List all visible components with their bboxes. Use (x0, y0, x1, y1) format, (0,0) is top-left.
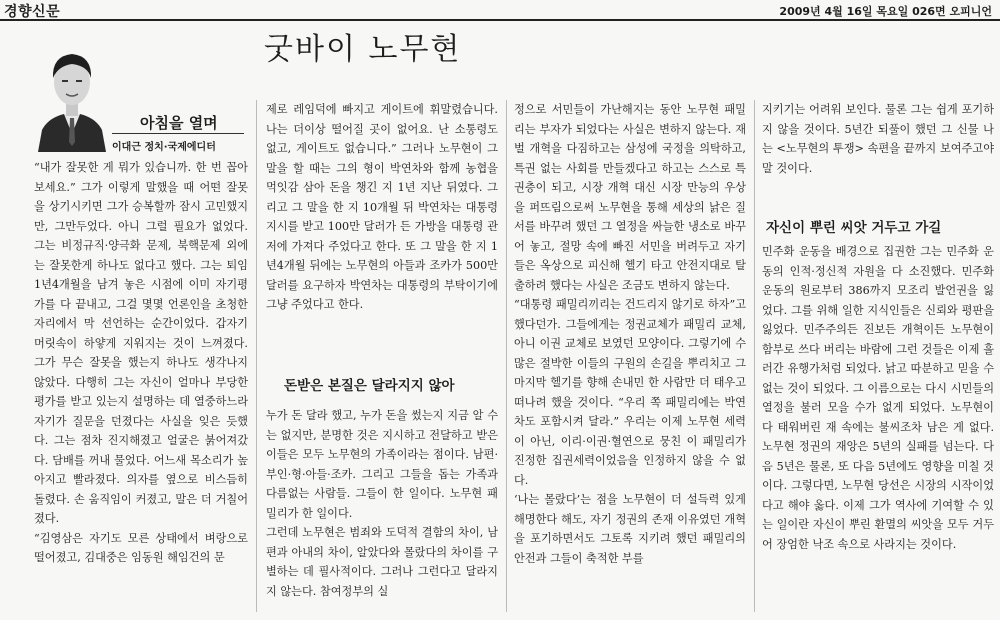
column-divider (256, 100, 257, 612)
column-divider (506, 100, 507, 612)
paragraph: 지키기는 어려워 보인다. 물론 그는 쉽게 포기하지 않을 것이다. 5년간 되풀이 했던 그 신물 나는 <노무현의 투쟁> 속편을 끝까지 보여주고야 말 것이다. (762, 103, 994, 175)
paragraph: 그런데 노무현은 범죄와 도덕적 결함의 차이, 남편과 아내의 차이, 알았다와 몰랐다의 차이를 구별하는 데 필사적이다. 그러나 그런다고 달라지지 않는다. 참여정부의 실 (266, 526, 498, 598)
paragraph: “김영삼은 자기도 모른 상태에서 벼랑으로 떨어졌고, 김대중은 임동원 해임건의 문 (34, 531, 248, 564)
masthead-rule (0, 19, 1000, 21)
article-column-1 (34, 158, 248, 568)
paragraph: 민주화 운동을 배경으로 집권한 그는 민주화 운동의 인적·정신적 자원을 다 소진했다. 민주화 운동의 원로부터 386까지 모조리 발언권을 잃었다. 그를 위해 일한 지식인들은 신뢰와 평판을 잃었다. 민주주의든 진보든 개혁이든 노무현이 함부로 쓰다 버리는 바람에 그런 것들은 이제 흘러간 유행가처럼 되었다. 낡고 따분하고 믿을 수 없는 것이 되었다. 그 이름으로는 다시 시민들의 열정을 불러 모을 수가 없게 되었다. 노무현이 다 태워버린 재 속에는 불씨조차 남은 게 없다. 노무현 정권의 재앙은 5년의 실패를 넘는다. 다음 5년은 물론, 또 다음 5년에도 영향을 미칠 것이다. 그렇다면, 노무현 당선은 시장의 시작이었다고 해야 옳다. 이제 그가 역사에 기여할 수 있는 일이란 자신이 뿌린 환멸의 씨앗을 모두 거두어 장엄한 낙조 속으로 사라지는 것이다. (762, 245, 994, 551)
paragraph: “대통령 패밀리끼리는 건드리지 않기로 하자”고 했다던가. 그들에게는 정권교체가 패밀리 교체, 아니 이권 교체로 보였던 모양이다. 그렇기에 수많은 절박한 이들의 구원의 손길을 뿌리치고 그 마지막 헬기를 향해 손내민 한 사람만 더 태우고 떠나려 했을 것이다. “우리 쪽 패밀리에는 박연차도 포함시켜 달라.” 우리는 이제 노무현 세력이 아닌, 이리·이권·혈연으로 뭉친 이 패밀리가 진정한 집권세력이었음을 인정하지 않을 수 없다. (514, 298, 746, 487)
subheading: 자신이 뿌린 씨앗 거두고 가길 (766, 220, 942, 236)
article-headline: 굿바이 노무현 (264, 32, 462, 67)
author-byline: 이대근 정치·국제에디터 (112, 142, 216, 153)
byline-rule (112, 133, 244, 134)
column-name: 아침을 열며 (140, 114, 218, 132)
paragraph: ‘나는 몰랐다’는 점을 노무현이 더 설득력 있게 해명한다 해도, 자기 정권의 존재 이유였던 개혁을 포기하면서도 그토록 지키려 했던 패밀리의 안전과 그들이 축적한 부를 (514, 493, 746, 565)
article-column-4-continued (762, 242, 994, 554)
subheading: 돈받은 본질은 달라지지 않아 (284, 378, 455, 394)
paper-name: 경향신문 (4, 4, 61, 20)
paragraph: 누가 돈 달라 했고, 누가 돈을 썼는지 지금 알 수는 없지만, 분명한 것은 지시하고 전달하고 받은 이들은 모두 노무현의 가족이라는 점이다. 남편·부인·형·아들·조카. 그리고 그들을 돕는 가족과 다름없는 사람들. 그들이 한 일이다. 노무현 패밀리가 한 일이다. (266, 409, 498, 520)
article-column-3 (514, 100, 746, 568)
edition-info: 2009년 4월 16일 목요일 026면 오피니언 (779, 5, 992, 18)
article-column-2-continued (266, 406, 498, 601)
article-column-2 (266, 100, 498, 315)
column-divider (754, 100, 755, 612)
paragraph: 정으로 서민들이 가난해지는 동안 노무현 패밀리는 부자가 되었다는 사실은 변하지 않는다. 재벌 개혁을 다짐하고는 삼성에 국정을 의탁하고, 특권 없는 사회를 만들겠다고 하고는 스스로 특권층이 되고, 시장 개혁 대신 시장 만능의 우상을 퍼뜨림으로써 노무현을 통해 세상의 낡은 질서를 바꾸려 했던 그 열정을 싸늘한 냉소로 바꾸어 놓고, 절망 속에 빠진 서민을 버려두고 자기들은 옥상으로 피신해 헬기 타고 안전지대로 탈출하려 했다는 사실은 조금도 변하지 않는다. (514, 103, 746, 292)
paragraph: “내가 잘못한 게 뭐가 있습니까. 한 번 꼽아 보세요.” 그가 이렇게 말했을 때 어떤 잘못을 상기시키면 그가 승복할까 잠시 고민했지만, 그만두었다. 아니 그럴 필요가 없었다. 그는 비정규직·양극화 문제, 북핵문제 외에는 잘못한게 하나도 없다고 했다. 그는 퇴임 1년4개월을 남겨 놓은 시점에 이미 자기평가를 다 끝내고, 그걸 몇몇 언론인을 초청한 자리에서 막 선언하는 순간이었다. 갑자기 머릿속이 하얗게 지워지는 것이 느껴졌다. 그가 무슨 잘못을 했는지 하나도 생각나지 않았다. 다행히 그는 자신이 얼마나 부당한 평가를 받고 있는지 설명하는 데 열중하느라 자기가 질문을 던졌다는 사실을 잊은 듯했다. 그는 점차 진지해졌고 얼굴은 붉어져갔다. 담배를 꺼내 물었다. 어느새 목소리가 높아지고 빨라졌다. 의자를 옆으로 비스듬히 돌렸다. 손 움직임이 커졌고, 말은 더 거칠어졌다. (34, 161, 248, 525)
paragraph: 제로 레임덕에 빠지고 게이트에 휘말렸습니다. 나는 더이상 떨어질 곳이 없어요. 난 소통령도 없고, 게이트도 없습니다.” 그러나 노무현이 그 말을 할 때는 그의 형이 박연차와 함께 농협을 먹잇감 삼아 돈을 챙긴 지 1년 지난 뒤였다. 그리고 그 말을 한 지 10개월 뒤 박연차는 대통령 지시를 받고 100만 달러가 든 가방을 대통령 관저에 가져다 주었다고 한다. 또 그 말을 한 지 1년4개월 뒤에는 노무현의 아들과 조카가 500만달러를 요구하자 박연차는 대통령의 부탁이기에 그냥 주었다고 한다. (266, 103, 498, 311)
article-column-4 (762, 100, 994, 178)
author-portrait (36, 42, 108, 152)
